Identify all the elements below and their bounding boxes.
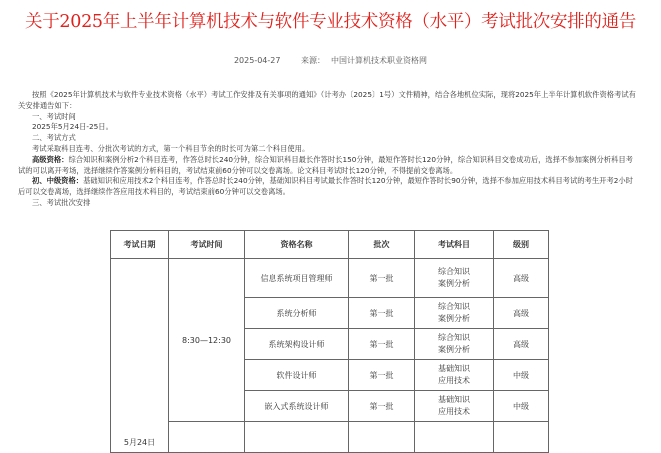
header-cell: 考试时间: [169, 231, 245, 259]
table-row: [111, 422, 549, 453]
header-cell: 考试科目: [415, 231, 494, 259]
date-cell: 5月24日: [111, 259, 169, 453]
table-header: [111, 231, 549, 259]
header-cell: 考试日期: [111, 231, 169, 259]
section-heading: 一、考试时间: [32, 111, 76, 121]
header-cell: 级别: [494, 231, 549, 259]
name-cell: 信息系统项目管理师: [245, 259, 349, 298]
header-cell: 资格名称: [245, 231, 349, 259]
paragraph: 考试采取科目连考、分批次考试的方式，第一个科目节余的时长可为第二个科目使用。: [32, 143, 310, 153]
source-label: 来源：: [301, 56, 326, 65]
source-name: 中国计算机技术职业资格网: [331, 56, 428, 65]
schedule-table: [110, 230, 549, 453]
paragraph: 2025年5月24日-25日。: [32, 122, 113, 132]
paragraph: [18, 176, 638, 198]
level-cell: 中级: [494, 391, 549, 422]
bold-label: 高级资格：: [32, 154, 69, 164]
section-heading: 三、考试批次安排: [32, 197, 91, 207]
subject-cell: 综合知识 案例分析: [415, 298, 494, 329]
name-cell: 软件设计师: [245, 360, 349, 391]
article-meta: [0, 55, 661, 66]
level-cell: 中级: [494, 360, 549, 391]
name-cell: 嵌入式系统设计师: [245, 391, 349, 422]
batch-cell: 第一批: [349, 391, 415, 422]
level-cell: 高级: [494, 259, 549, 298]
paragraph: [18, 155, 638, 177]
subject-cell: 综合知识 案例分析: [415, 329, 494, 360]
level-cell: 高级: [494, 329, 549, 360]
page-title: 关于2025年上半年计算机技术与软件专业技术资格（水平）考试批次安排的通告: [25, 12, 636, 32]
text: 综合知识和案例分析2个科目连考，作答总时长240分钟，综合知识科目最长作答时长150分钟，最短作答时长120分钟，综合知识科目交卷成功后，选择不参加案例分析科目考试的可以离开考场，选择继续作答案例分析科目的，考试结束前60分钟可以交卷离场。论文科目考试时长120分钟，不得提前交卷离场。: [18, 154, 633, 175]
article-body: [18, 90, 638, 209]
publish-date: 2025-04-27: [233, 56, 281, 65]
subject-cell: 基础知识 应用技术: [415, 391, 494, 422]
table-row: [111, 259, 549, 298]
bold-label: 初、中级资格：: [32, 176, 84, 186]
subject-cell: 基础知识 应用技术: [415, 360, 494, 391]
batch-cell: 第一批: [349, 298, 415, 329]
batch-cell: 第一批: [349, 259, 415, 298]
section-heading: 二、考试方式: [32, 133, 76, 143]
batch-cell: 第一批: [349, 360, 415, 391]
intro-paragraph: 按照《2025年计算机技术与软件专业技术资格（水平）考试工作安排及有关事项的通知》（计考办〔2025〕1号）文件精神，结合各地机位实际，现将2025年上半年计算机软件资格考试有关安排通告如下：: [18, 90, 636, 110]
name-cell: 系统架构设计师: [245, 329, 349, 360]
text: 基础知识和应用技术2个科目连考，作答总时长240分钟，基础知识科目考试最长作答时长120分钟，最短作答时长90分钟，选择不参加应用技术科目考试的考生开考2小时后可以交卷离场，选择继续作答应用技术科目的，考试结束前60分钟可以交卷离场。: [18, 176, 633, 197]
header-cell: 批次: [349, 231, 415, 259]
name-cell: 系统分析师: [245, 298, 349, 329]
time-cell: 8:30—12:30: [169, 259, 245, 422]
subject-cell: 综合知识 案例分析: [415, 259, 494, 298]
batch-cell: 第一批: [349, 329, 415, 360]
level-cell: 高级: [494, 298, 549, 329]
